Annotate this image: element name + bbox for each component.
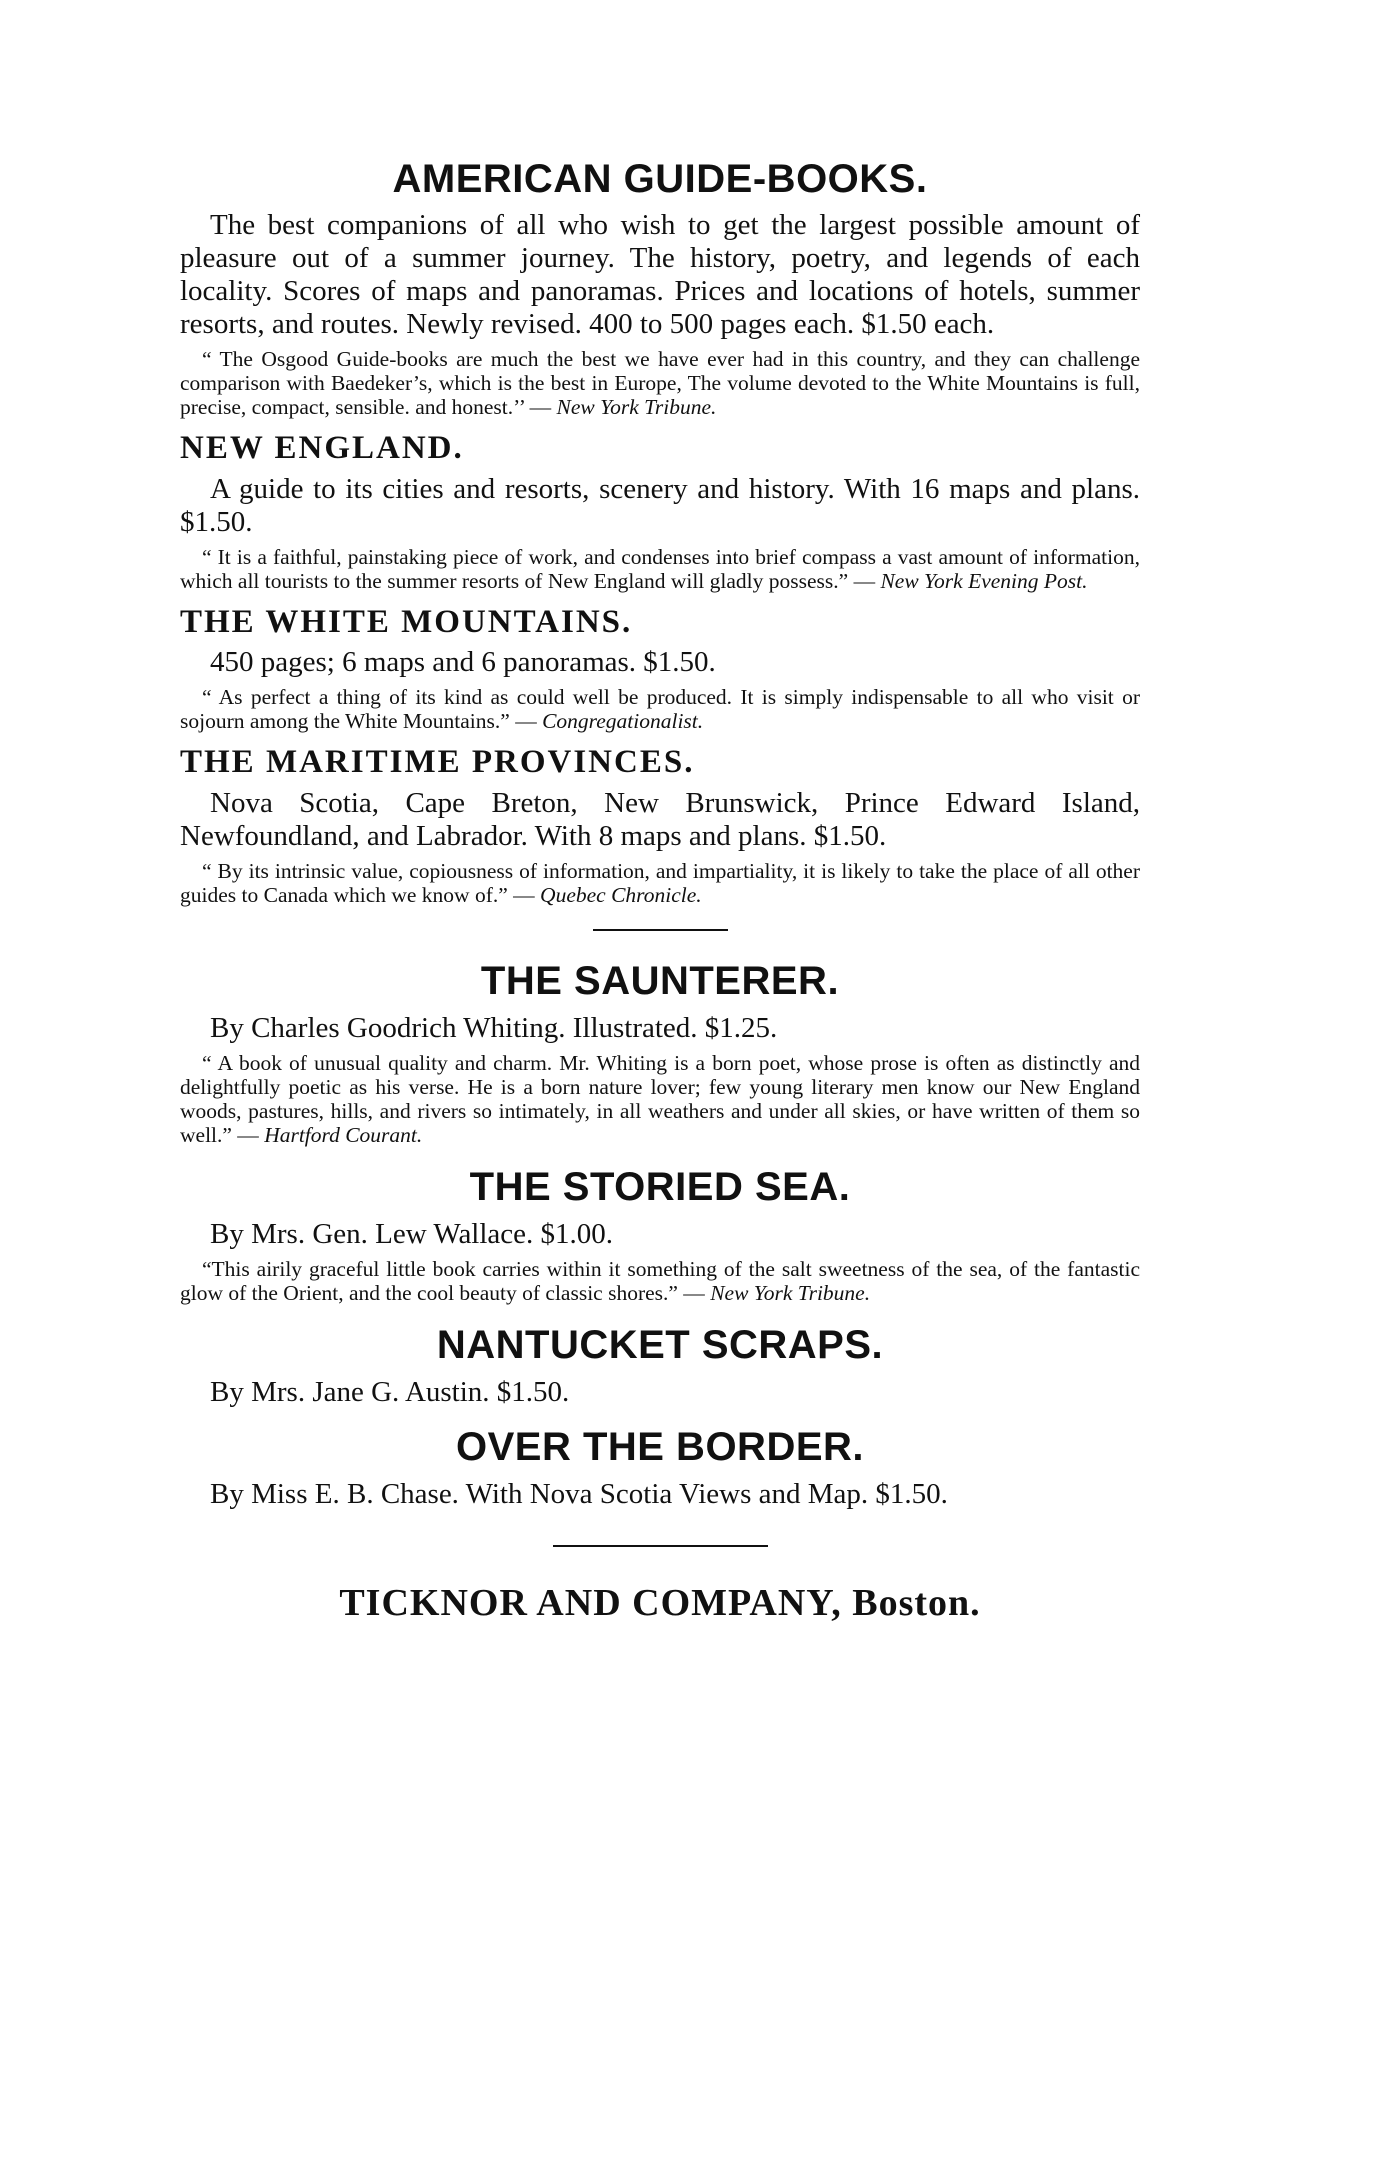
- section-over-the-border: [180, 1423, 1140, 1511]
- quote-source: Hartford Courant.: [264, 1122, 423, 1147]
- section-heading: NANTUCKET SCRAPS.: [436, 1322, 884, 1367]
- section-nantucket-scraps: [180, 1321, 1140, 1409]
- review-quote: [180, 685, 1140, 733]
- section-heading: THE MARITIME PROVINCES.: [180, 744, 695, 781]
- review-quote: [180, 859, 1140, 907]
- section-saunterer: [180, 957, 1140, 1147]
- section-description: 450 pages; 6 maps and 6 panoramas. $1.50.: [210, 646, 716, 679]
- section-maritime-provinces: [180, 743, 1140, 907]
- quote-text: “ By its intrinsic value, copiousness of information, and impartiality, it is likely to take the place of all other guides to Canada which we know of.” —: [180, 858, 1140, 907]
- byline: By Miss E. B. Chase. With Nova Scotia Views and Map. $1.50.: [210, 1477, 948, 1510]
- section-american-guide-books: [180, 155, 1140, 419]
- section-storied-sea: [180, 1163, 1140, 1305]
- publisher-imprint: TICKNOR AND COMPANY, Boston.: [339, 1581, 981, 1624]
- quote-source: Quebec Chronicle.: [540, 882, 702, 907]
- byline: By Mrs. Gen. Lew Wallace. $1.00.: [210, 1217, 614, 1250]
- byline: By Mrs. Jane G. Austin. $1.50.: [210, 1375, 570, 1408]
- review-quote: [180, 545, 1140, 593]
- advertisement-page: [180, 155, 1140, 1625]
- quote-source: New York Tribune.: [556, 395, 717, 419]
- quote-source: New York Evening Post.: [880, 568, 1088, 593]
- section-description: Nova Scotia, Cape Breton, New Brunswick, Prince Edward Island, Newfoundland, and Labrador. With 8 maps and plans. $1.50.: [180, 786, 1140, 852]
- section-heading: THE STORIED SEA.: [469, 1164, 851, 1209]
- quote-text: “This airily graceful little book carries within it something of the salt sweetness of the sea, of the fantastic glow of the Orient, and the cool beauty of classic shores.” —: [180, 1256, 1140, 1305]
- quote-source: New York Tribune.: [710, 1280, 871, 1305]
- section-heading: AMERICAN GUIDE-BOOKS.: [392, 157, 928, 201]
- review-quote: [180, 347, 1140, 419]
- section-heading: THE SAUNTERER.: [480, 958, 840, 1003]
- section-heading: NEW ENGLAND.: [180, 430, 464, 466]
- review-quote: [180, 1051, 1140, 1147]
- byline: By Charles Goodrich Whiting. Illustrated. $1.25.: [210, 1011, 778, 1044]
- section-description: The best companions of all who wish to get the largest possible amount of pleasure out of a summer journey. The history, poetry, and legends of each locality. Scores of maps and panoramas. Prices and locations of hotels, summer resorts, and routes. Newly revised. 400 to 500 pages each. $1.50 each.: [180, 209, 1140, 340]
- quote-text: “ It is a faithful, painstaking piece of work, and condenses into brief compass a vast amount of information, which all tourists to the summer resorts of New England will gladly possess.” —: [180, 544, 1140, 593]
- quote-text: “ The Osgood Guide-books are much the best we have ever had in this country, and they can challenge comparison with Baedeker’s, which is the best in Europe, The volume devoted to the White Mountains is full, precise, compact, sensible. and honest.’’ —: [180, 347, 1140, 419]
- quote-text: “ As perfect a thing of its kind as could well be produced. It is simply indispensable to all who visit or sojourn among the White Mountains.” —: [180, 685, 1140, 734]
- divider-rule: [593, 929, 728, 931]
- section-description: A guide to its cities and resorts, scenery and history. With 16 maps and plans. $1.50.: [180, 472, 1140, 538]
- quote-text: “ A book of unusual quality and charm. Mr. Whiting is a born poet, whose prose is often as distinctly and delightfully poetic as his verse. He is a born nature lover; few young literary men know our New England woods, pastures, hills, and rivers so intimately, in all weathers and under all skies, or have written of them so well.” —: [180, 1050, 1140, 1147]
- section-new-england: [180, 429, 1140, 593]
- section-heading: OVER THE BORDER.: [455, 1424, 865, 1469]
- section-white-mountains: [180, 603, 1140, 734]
- section-heading: THE WHITE MOUNTAINS.: [180, 603, 633, 640]
- review-quote: [180, 1257, 1140, 1305]
- quote-source: Congregationalist.: [542, 709, 704, 734]
- divider-rule: [553, 1545, 768, 1547]
